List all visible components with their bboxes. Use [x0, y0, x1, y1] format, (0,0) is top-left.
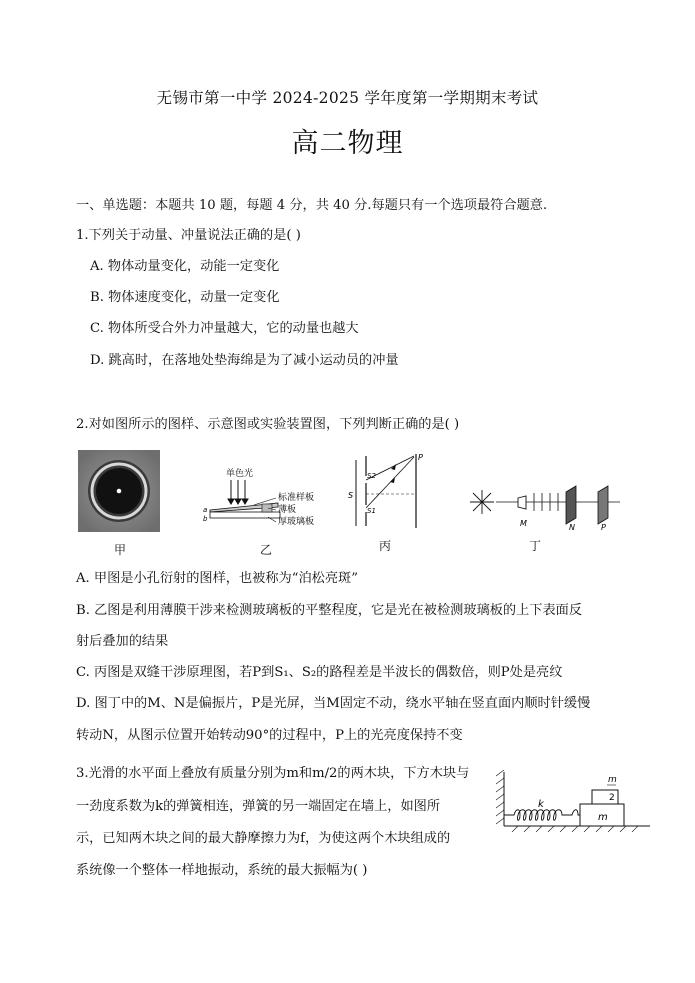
bing-label-s1: S1 [367, 507, 376, 515]
yi-label-b: b [203, 515, 208, 523]
figure-label-jia: 甲 [113, 543, 126, 557]
q1-stem: 1.下列关于动量、冲量说法正确的是( ) [76, 228, 301, 243]
bing-label-s2: S2 [367, 472, 376, 480]
ding-label-p: P [601, 523, 606, 530]
q3-block-m-label: m [598, 812, 608, 823]
q3-block-half-m-den: 2 [609, 793, 615, 803]
figure-label-ding: 丁 [528, 539, 541, 553]
figure-label-yi: 乙 [259, 543, 272, 557]
q1-option-d: D. 跳高时，在落地处垫海绵是为了减小运动员的冲量 [90, 353, 399, 368]
figure-bing-double-slit [344, 450, 430, 530]
q3-spring-constant-label: k [538, 799, 544, 810]
bing-label-s: S [348, 491, 354, 500]
bing-label-p: P [418, 453, 423, 462]
yi-light-label: 单色光 [226, 469, 254, 479]
q3-stem-line2: 一劲度系数为k的弹簧相连，弹簧的另一端固定在墙上，如图所 [76, 799, 441, 814]
yi-label-thick-glass: 厚玻璃板 [278, 517, 315, 527]
q1-option-c: C. 物体所受合外力冲量越大，它的动量也越大 [90, 321, 359, 336]
q2-option-b-line2: 射后叠加的结果 [76, 634, 169, 649]
q2-option-a: A. 甲图是小孔衍射的图样，也被称为“泊松亮斑” [76, 571, 358, 586]
q2-option-d-line2: 转动N，从图示位置开始转动90°的过程中，P上的光亮度保持不变 [76, 728, 463, 743]
q3-stem-line3: 示，已知两木块之间的最大静摩擦力为f，为使这两个木块组成的 [76, 831, 451, 846]
ding-label-m: M [520, 519, 527, 528]
figure-jia-diffraction-image [78, 450, 160, 532]
q2-option-d-line1: D. 图丁中的M、N是偏振片，P是光屏，当M固定不动，绕水平轴在竖直面内顺时针缓慢 [76, 696, 591, 711]
yi-label-standard-plate: 标准样板 [278, 493, 315, 503]
school-exam-title: 无锡市第一中学 2024-2025 学年度第一学期期末考试 [156, 89, 539, 107]
q2-option-c: C. 丙图是双缝干涉原理图，若P到S₁、S₂的路程差是半波长的偶数倍，则P处是亮纹 [76, 665, 563, 680]
section-instruction: 一、单选题：本题共 10 题，每题 4 分，共 40 分.每题只有一个选项最符合题意. [76, 198, 548, 213]
q3-stem-line4: 系统像一个整体一样地振动，系统的最大振幅为( ) [76, 863, 368, 878]
figure-label-bing: 丙 [378, 539, 391, 553]
q2-stem: 2.对如图所示的图样、示意图或实验装置图，下列判断正确的是( ) [76, 417, 460, 432]
figure-yi-thin-film-setup [196, 466, 331, 532]
q2-option-b-line1: B. 乙图是利用薄膜干涉来检测玻璃板的平整程度，它是光在被检测玻璃板的上下表面反 [76, 603, 583, 618]
q3-spring-block-figure [492, 770, 654, 832]
q1-option-b: B. 物体速度变化，动量一定变化 [90, 290, 280, 305]
yi-label-thin-plate: 薄板 [278, 505, 297, 515]
subject-title: 高二物理 [291, 128, 404, 159]
q3-stem-line1: 3.光滑的水平面上叠放有质量分别为m和m/2的两木块，下方木块与 [76, 766, 470, 781]
figure-ding-polarizers [470, 476, 622, 530]
ding-label-n: N [569, 523, 575, 530]
yi-label-a: a [203, 506, 208, 514]
q1-option-a: A. 物体动量变化，动能一定变化 [90, 259, 280, 274]
q3-block-half-m-num: m [608, 775, 617, 785]
